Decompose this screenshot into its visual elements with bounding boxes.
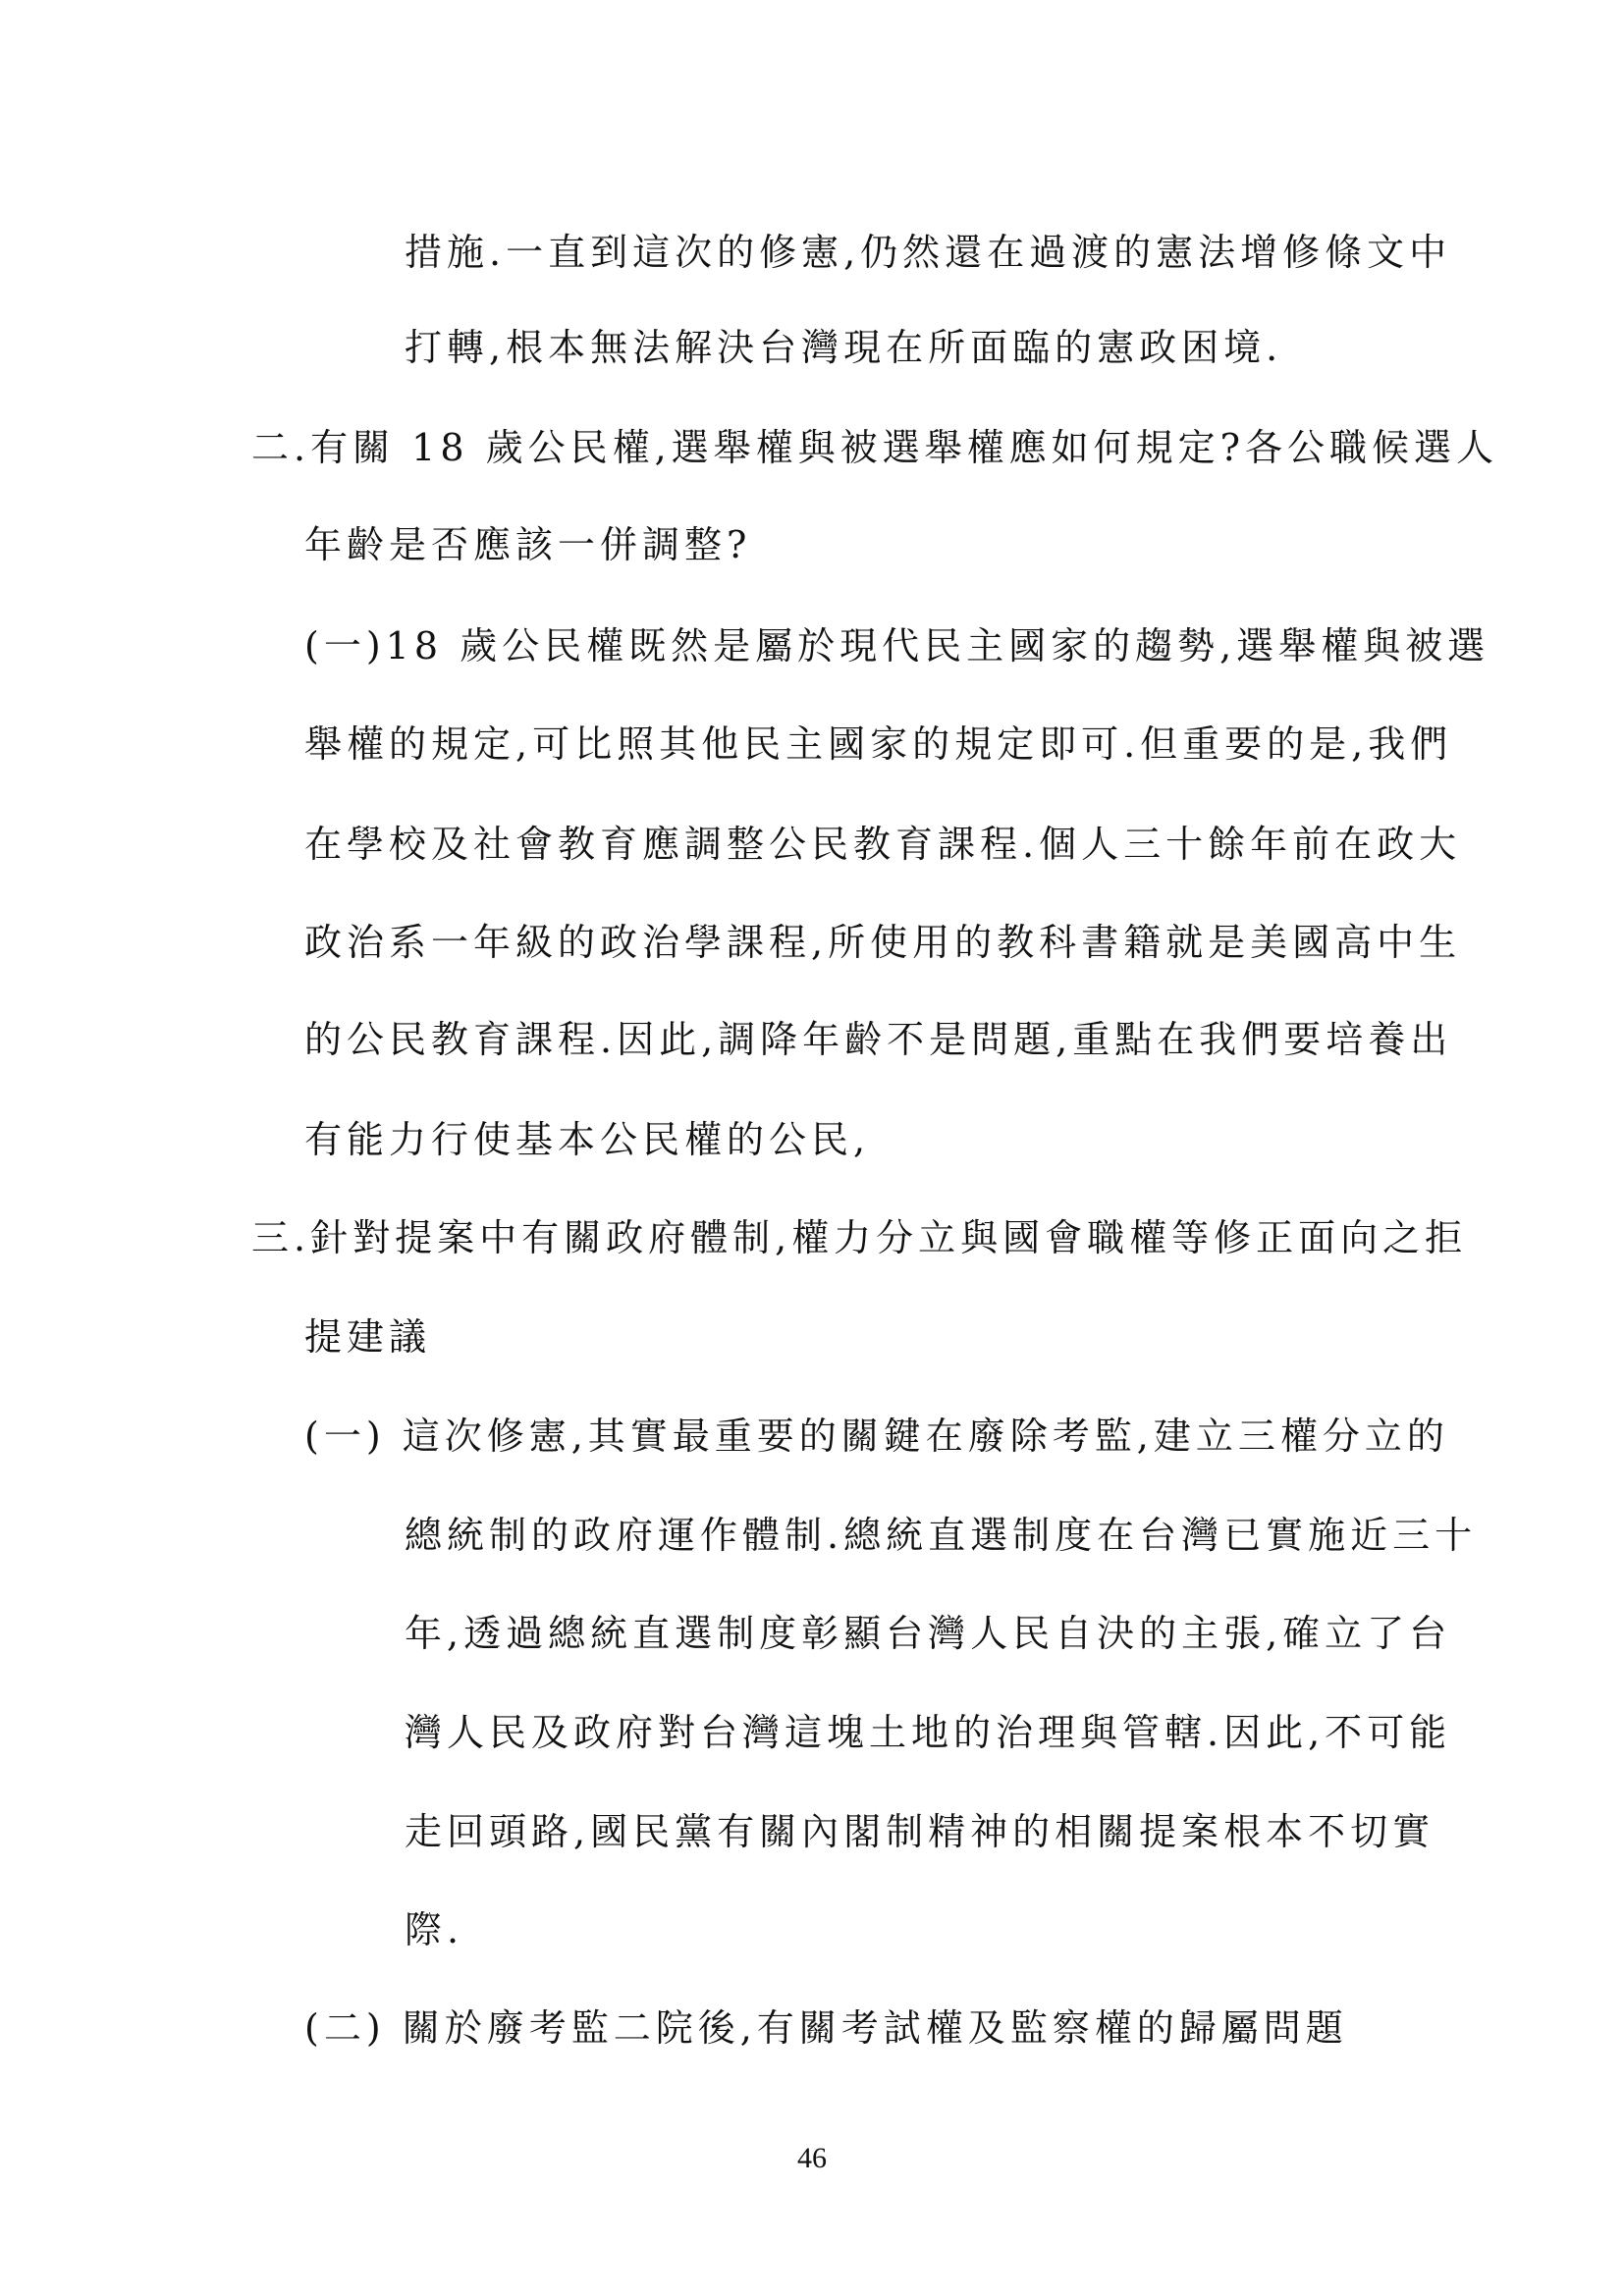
paragraph-line: 走回頭路,國民黨有關內閣制精神的相關提案根本不切實	[405, 1810, 1435, 1853]
subsection-2-1: (一)18 歲公民權既然是屬於現代民主國家的趨勢,選舉權與被選	[304, 624, 1490, 667]
paragraph-line: 政治系一年級的政治學課程,所使用的教科書籍就是美國高中生	[304, 921, 1462, 964]
subsection-3-2: (二) 關於廢考監二院後,有關考試權及監察權的歸屬問題	[304, 2006, 1348, 2050]
paragraph-line: 年,透過總統直選制度彰顯台灣人民自決的主張,確立了台	[405, 1612, 1452, 1655]
paragraph-line: 舉權的規定,可比照其他民主國家的規定即可.但重要的是,我們	[304, 722, 1453, 766]
paragraph-line: 的公民教育課程.因此,調降年齡不是問題,重點在我們要培養出	[304, 1018, 1453, 1061]
section-heading-2: 二.有關 18 歲公民權,選舉權與被選舉權應如何規定?各公職候選人	[251, 426, 1499, 469]
paragraph-line: 措施.一直到這次的修憲,仍然還在過渡的憲法增修條文中	[405, 231, 1452, 274]
paragraph-line: 在學校及社會教育應調整公民教育課程.個人三十餘年前在政大	[304, 823, 1462, 866]
paragraph-line: 有能力行使基本公民權的公民,	[304, 1118, 871, 1161]
paragraph-line: 際.	[405, 1908, 464, 1951]
page-number: 46	[797, 2142, 827, 2174]
paragraph-line: 總統制的政府運作體制.總統直選制度在台灣已實施近三十	[405, 1514, 1478, 1557]
subsection-3-1: (一) 這次修憲,其實最重要的關鍵在廢除考監,建立三權分立的	[304, 1415, 1449, 1458]
section-heading-3-continued: 提建議	[304, 1315, 432, 1359]
section-heading-2-continued: 年齡是否應該一併調整?	[304, 523, 752, 566]
paragraph-line: 灣人民及政府對台灣這塊土地的治理與管轄.因此,不可能	[405, 1711, 1452, 1754]
paragraph-line: 打轉,根本無法解決台灣現在所面臨的憲政困境.	[405, 326, 1283, 369]
section-heading-3: 三.針對提案中有關政府體制,權力分立與國會職權等修正面向之拒	[251, 1216, 1468, 1259]
